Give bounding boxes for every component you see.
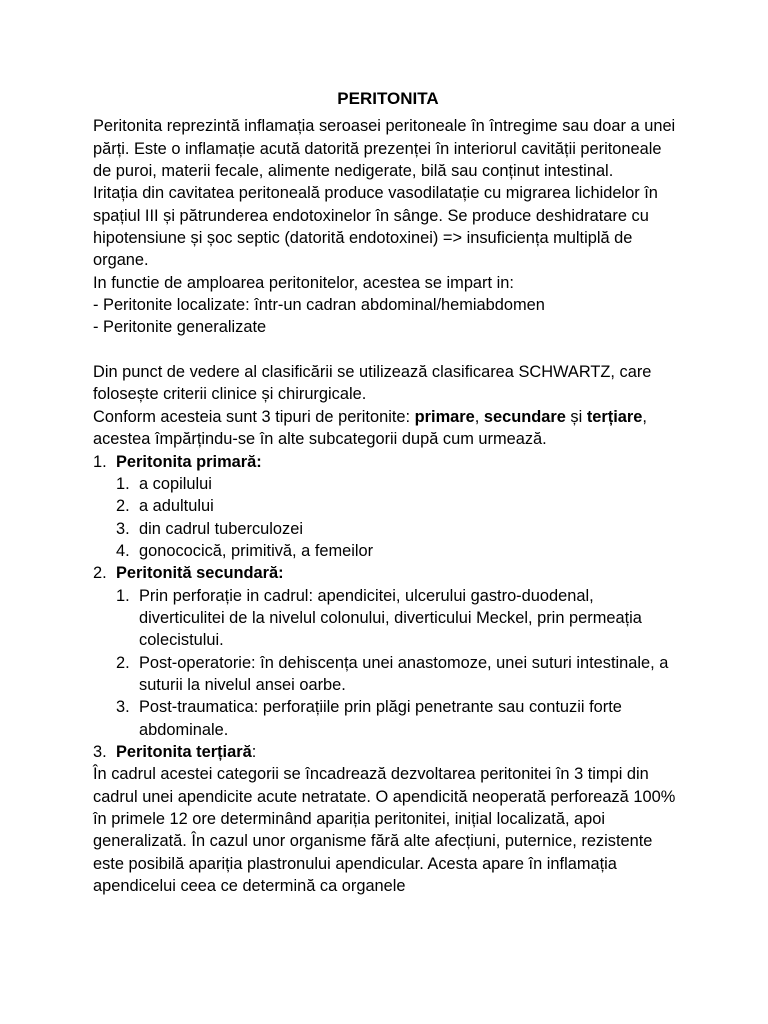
paragraph-irritation: Iritația din cavitatea peritoneală produce vasodilatație cu migrarea lichidelor în spațiul III și pătrunderea endotoxinelor în sânge. Se produce deshidratare cu hipotensiune și șoc septic (datorită endotoxinei) => insuficiența multiplă de organe. bbox=[93, 184, 658, 270]
list-number: 4. bbox=[116, 541, 130, 560]
list-item bbox=[93, 518, 683, 540]
list-item-text: din cadrul tuberculozei bbox=[139, 519, 304, 538]
list-number: 1. bbox=[93, 452, 107, 471]
list-number: 2. bbox=[116, 497, 130, 516]
list-item-text: Prin perforație in cadrul: apendicitei, ulcerului gastro-duodenal, diverticulitei de la nivelul colonului, diverticului Meckel, prin permeația colecistului. bbox=[139, 586, 642, 650]
paragraph-classification-intro: In functie de amploarea peritonitelor, acestea se impart in: bbox=[93, 273, 514, 292]
list-number: 2. bbox=[93, 564, 107, 583]
section-title-suffix: : bbox=[251, 742, 257, 761]
page-title: PERITONITA bbox=[337, 89, 439, 108]
list-number: 2. bbox=[116, 653, 130, 672]
section-title: Peritonită secundară: bbox=[116, 564, 284, 583]
list-item bbox=[93, 495, 683, 517]
type-primary: primare bbox=[414, 407, 475, 426]
section-primary bbox=[93, 451, 683, 473]
section-title: Peritonita terțiară bbox=[116, 742, 252, 761]
dash-item-localized: - Peritonite localizate: într-un cadran abdominal/hemiabdomen bbox=[93, 296, 545, 315]
list-item bbox=[93, 473, 683, 495]
list-item-text: Post-traumatica: perforațiile prin plăgi penetrante sau contuzii forte abdominale. bbox=[139, 698, 622, 739]
list-item bbox=[93, 585, 683, 652]
section-secondary bbox=[93, 562, 683, 584]
type-tertiary: terțiare bbox=[586, 407, 643, 426]
paragraph-schwartz: Din punct de vedere al clasificării se utilizează clasificarea SCHWARTZ, care folosește criterii clinice și chirurgicale. bbox=[93, 363, 652, 404]
list-item bbox=[93, 540, 683, 562]
paragraph-definition: Peritonita reprezintă inflamația seroasei peritoneale în întregime sau doar a unei părți. Este o inflamație acută datorită prezenței în interiorul cavității peritoneale de puroi, materii fecale, alimente nedigerate, bilă sau conținut intestinal. bbox=[93, 117, 676, 181]
types-sep-1: , bbox=[474, 407, 484, 426]
blank-line bbox=[93, 339, 683, 361]
type-secondary: secundare bbox=[483, 407, 566, 426]
list-number: 3. bbox=[93, 742, 107, 761]
list-number: 3. bbox=[116, 698, 130, 717]
types-text-post: , acestea împărțindu-se în alte subcategorii după cum urmează. bbox=[93, 407, 647, 449]
list-item-text: a adultului bbox=[139, 497, 214, 516]
list-number: 1. bbox=[116, 474, 130, 493]
types-text-pre: Conform acesteia sunt 3 tipuri de peritonite: bbox=[93, 407, 415, 426]
list-item-text: gonococică, primitivă, a femeilor bbox=[139, 541, 374, 560]
document-body bbox=[93, 88, 683, 897]
paragraph-types bbox=[93, 406, 683, 451]
list-item bbox=[93, 652, 683, 697]
types-sep-2: și bbox=[565, 407, 587, 426]
dash-item-generalized: - Peritonite generalizate bbox=[93, 318, 267, 337]
paragraph-tertiary-description: În cadrul acestei categorii se încadrează dezvoltarea peritonitei în 3 timpi din cadrul unei apendicite acute netratate. O apendicită neoperată perforează 100% în primele 12 ore determinând apariția peritonitei, inițial localizată, apoi generalizată. În cazul unor organisme fără alte afecțiuni, puternice, rezistente este posibilă apariția plastronului apendicular. Acesta apare în inflamația apendicelui ceea ce determină ca organele bbox=[93, 765, 676, 896]
section-title: Peritonita primară: bbox=[116, 452, 262, 471]
list-item bbox=[93, 696, 683, 741]
list-item-text: a copilului bbox=[139, 474, 212, 493]
list-item-text: Post-operatorie: în dehiscența unei anastomoze, unei suturi intestinale, a suturii la nivelul ansei oarbe. bbox=[139, 653, 669, 694]
section-tertiary bbox=[93, 741, 683, 763]
list-number: 3. bbox=[116, 519, 130, 538]
list-number: 1. bbox=[116, 586, 130, 605]
